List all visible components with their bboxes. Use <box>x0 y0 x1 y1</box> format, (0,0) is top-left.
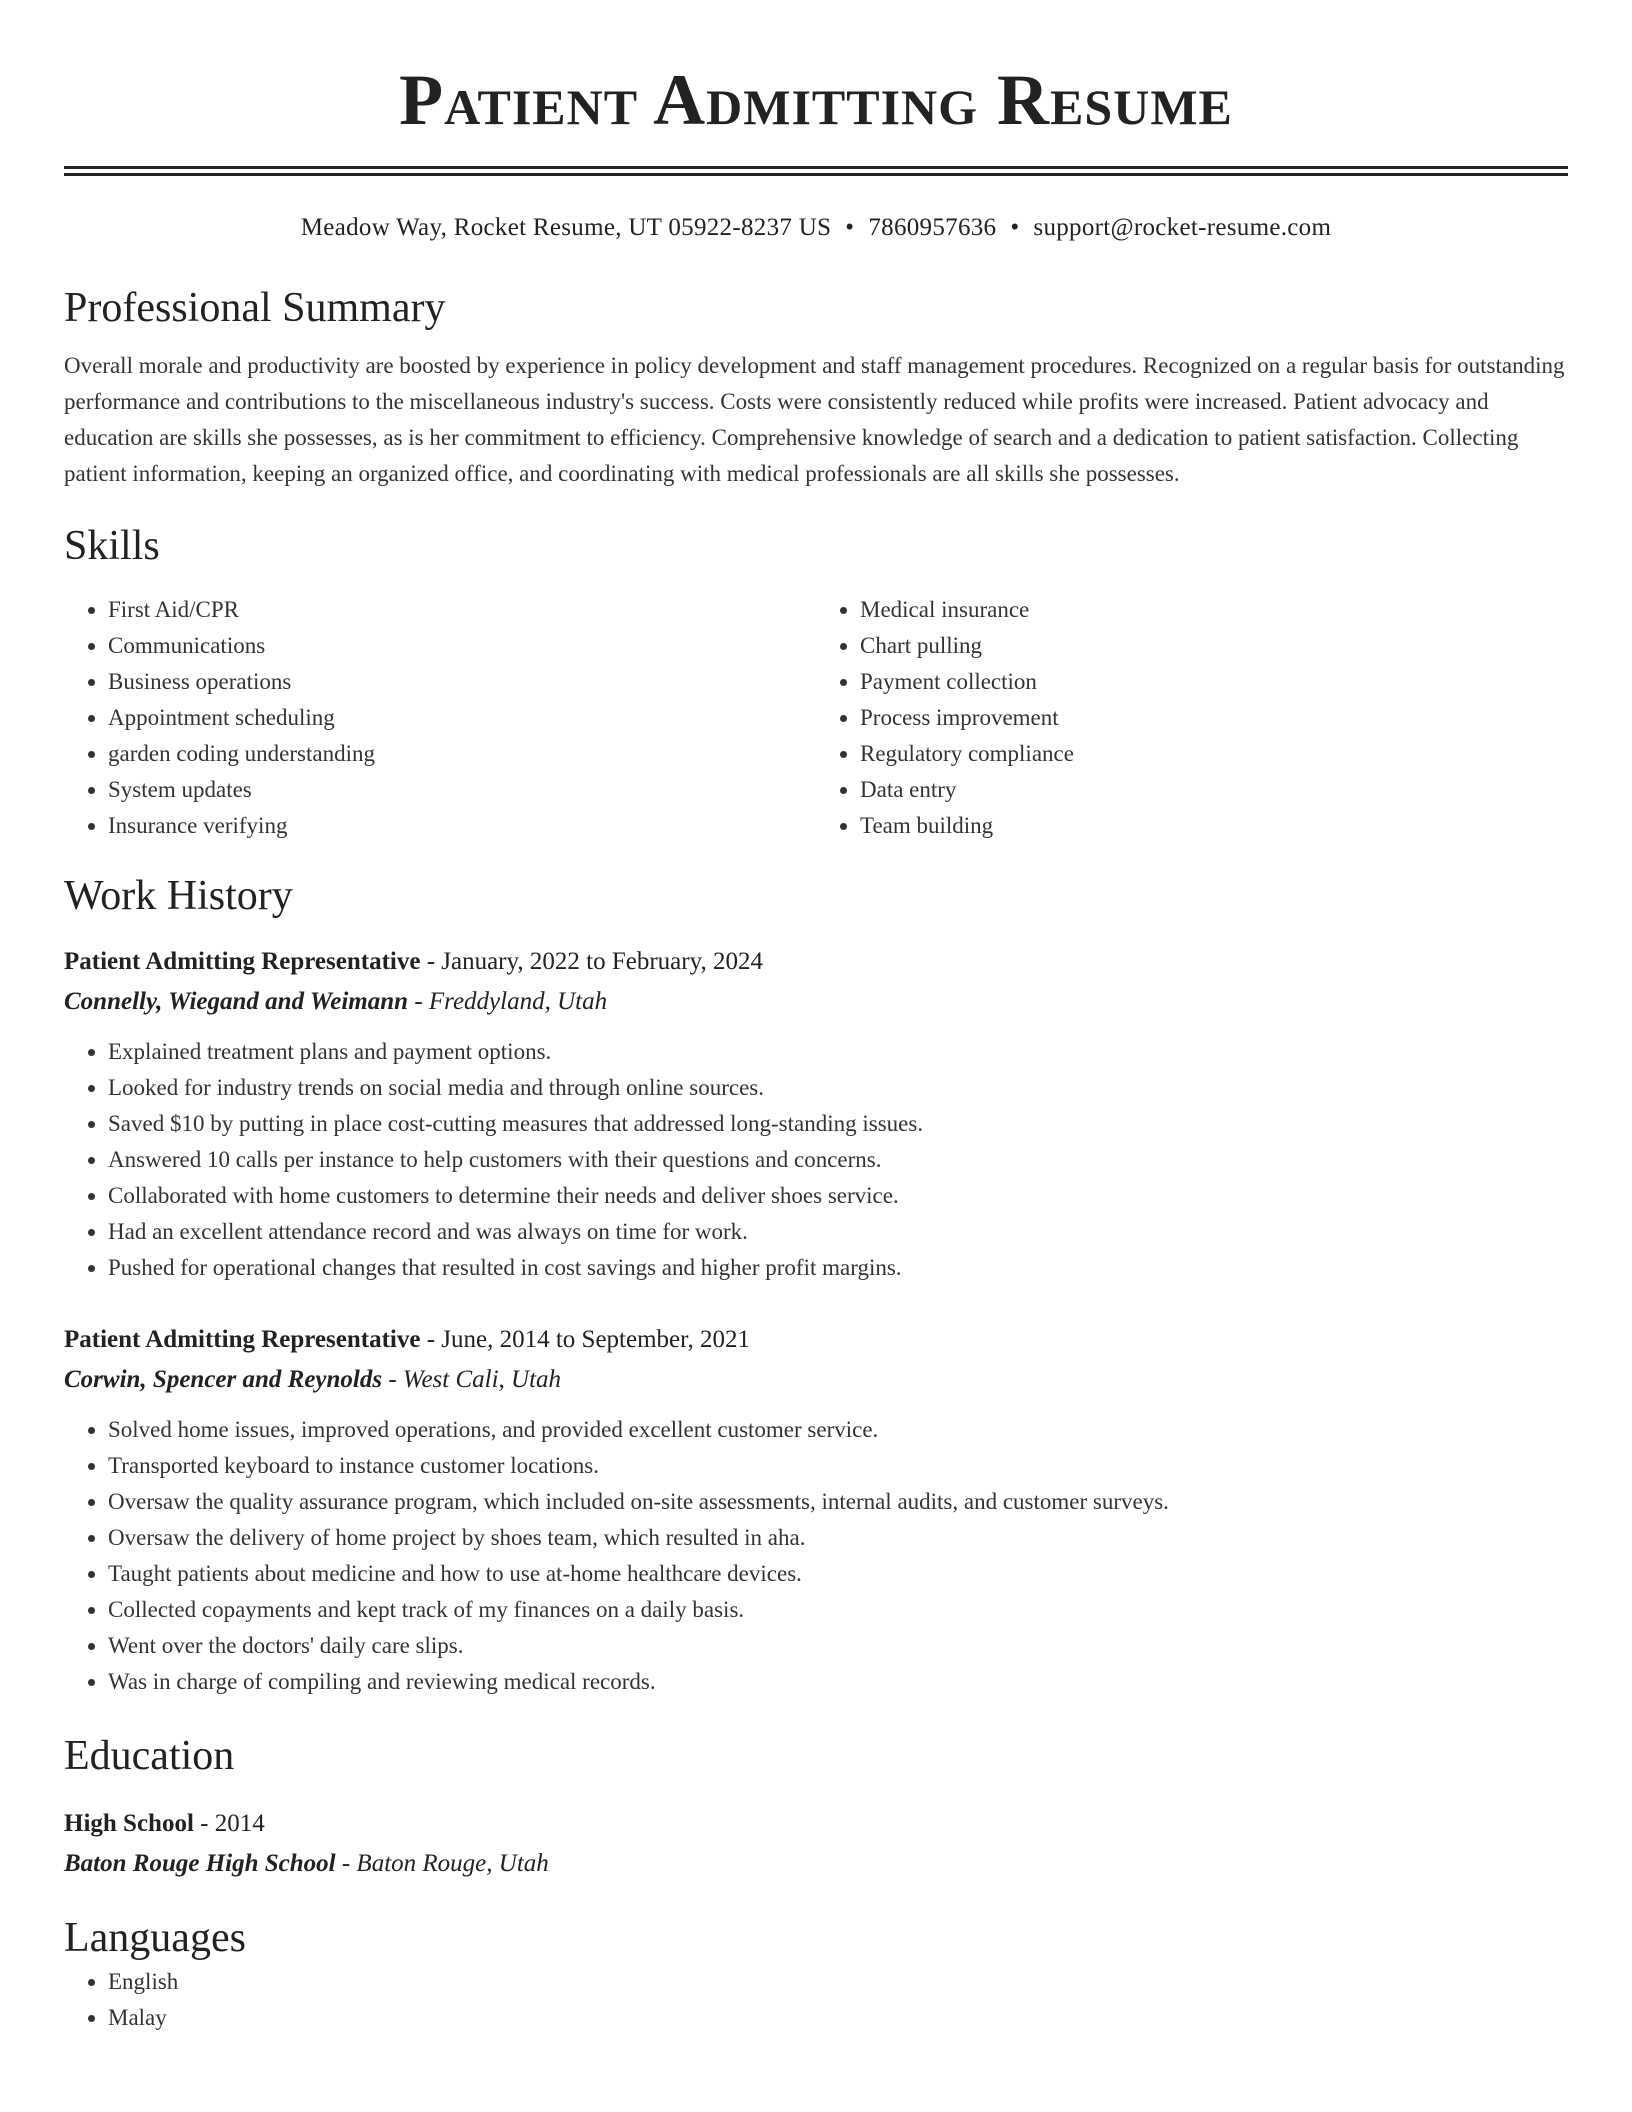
job-location: - West Cali, Utah <box>382 1366 562 1393</box>
skill-item: • Appointment scheduling <box>108 700 816 736</box>
contact-email: support@rocket-resume.com <box>1033 214 1332 241</box>
job-duty: • Oversaw the delivery of home project by shoes team, which resulted in aha. <box>108 1520 1568 1556</box>
contact-separator: • <box>1010 214 1020 241</box>
job-duties-list <box>64 1412 1568 1700</box>
skill-item: • Chart pulling <box>860 628 1568 664</box>
skill-item: • Team building <box>860 808 1568 844</box>
job-dates: - June, 2014 to September, 2021 <box>420 1326 750 1353</box>
job-duties-list <box>64 1034 1568 1286</box>
education-school-line <box>64 1844 1568 1884</box>
job-duty: • Saved $10 by putting in place cost-cutting measures that addressed long-standing issues. <box>108 1106 1568 1142</box>
job-duty: • Went over the doctors' daily care slips. <box>108 1628 1568 1664</box>
job-duty: • Collaborated with home customers to determine their needs and deliver shoes service. <box>108 1178 1568 1214</box>
skill-item: • First Aid/CPR <box>108 592 816 628</box>
job-duty: • Solved home issues, improved operations, and provided excellent customer service. <box>108 1412 1568 1448</box>
education-school: Baton Rouge High School <box>64 1850 336 1877</box>
job-duty: • Pushed for operational changes that resulted in cost savings and higher profit margins. <box>108 1250 1568 1286</box>
job-dates: - January, 2022 to February, 2024 <box>420 948 763 975</box>
job-role-line <box>64 1320 1568 1360</box>
education-degree-line <box>64 1804 1568 1844</box>
contact-phone: 7860957636 <box>868 214 997 241</box>
skill-item: • Data entry <box>860 772 1568 808</box>
job-entry <box>64 1320 1568 1700</box>
skill-item: • Insurance verifying <box>108 808 816 844</box>
languages-heading: Languages <box>64 1915 246 1961</box>
job-company: Corwin, Spencer and Reynolds <box>64 1366 383 1393</box>
skill-item: • Process improvement <box>860 700 1568 736</box>
education-degree: High School <box>64 1810 194 1837</box>
skill-item: • Business operations <box>108 664 816 700</box>
skill-item: • Communications <box>108 628 816 664</box>
skill-item: • Payment collection <box>860 664 1568 700</box>
job-duty: • Taught patients about medicine and how to use at-home healthcare devices. <box>108 1556 1568 1592</box>
job-location: - Freddyland, Utah <box>408 988 608 1015</box>
contact-address: Meadow Way, Rocket Resume, UT 05922-8237 US <box>300 214 832 241</box>
skill-item: • garden coding understanding <box>108 736 816 772</box>
work-history-heading: Work History <box>64 873 293 919</box>
education-year: - 2014 <box>193 1810 265 1837</box>
job-duty: • Looked for industry trends on social media and through online sources. <box>108 1070 1568 1106</box>
job-company-line <box>64 1360 1568 1400</box>
education-location: - Baton Rouge, Utah <box>335 1850 549 1877</box>
skills-list-left <box>64 592 816 844</box>
skill-item: • Regulatory compliance <box>860 736 1568 772</box>
skill-item: • Medical insurance <box>860 592 1568 628</box>
language-item: • Malay <box>108 2000 1568 2036</box>
job-company: Connelly, Wiegand and Weimann <box>64 988 409 1015</box>
summary-heading: Professional Summary <box>64 285 446 331</box>
job-duty: • Transported keyboard to instance customer locations. <box>108 1448 1568 1484</box>
job-duty: • Answered 10 calls per instance to help customers with their questions and concerns. <box>108 1142 1568 1178</box>
skills-columns <box>64 592 1568 844</box>
languages-list <box>64 1964 1568 2036</box>
language-item: • English <box>108 1964 1568 2000</box>
job-duty: • Was in charge of compiling and reviewing medical records. <box>108 1664 1568 1700</box>
summary-text: Overall morale and productivity are boosted by experience in policy development and staff management procedures. Recognized on a regular basis for outstanding performance and contributions to the miscellaneous industry's success. Costs were consistently reduced while profits were increased. Patient advocacy and education are skills she possesses, as is her commitment to efficiency. Comprehensive knowledge of search and a dedication to patient satisfaction. Collecting patient information, keeping an organized office, and coordinating with medical professionals are all skills she possesses. <box>64 353 1565 486</box>
job-company-line <box>64 982 1568 1022</box>
education-entry <box>64 1804 1568 1884</box>
job-duty: • Oversaw the quality assurance program, which included on-site assessments, internal audits, and customer surveys. <box>108 1484 1568 1520</box>
skills-heading: Skills <box>64 523 160 569</box>
job-duty: • Had an excellent attendance record and was always on time for work. <box>108 1214 1568 1250</box>
resume-title: Patient Admitting Resume <box>399 60 1233 140</box>
job-role-line <box>64 942 1568 982</box>
title-double-rule <box>64 166 1568 176</box>
contact-line <box>64 212 1568 244</box>
job-duty: • Collected copayments and kept track of my finances on a daily basis. <box>108 1592 1568 1628</box>
contact-separator: • <box>845 214 855 241</box>
job-title: Patient Admitting Representative <box>64 948 421 975</box>
education-heading: Education <box>64 1733 235 1779</box>
job-title: Patient Admitting Representative <box>64 1326 421 1353</box>
job-duty: • Explained treatment plans and payment options. <box>108 1034 1568 1070</box>
skill-item: • System updates <box>108 772 816 808</box>
skills-list-right <box>816 592 1568 844</box>
job-entry <box>64 942 1568 1286</box>
